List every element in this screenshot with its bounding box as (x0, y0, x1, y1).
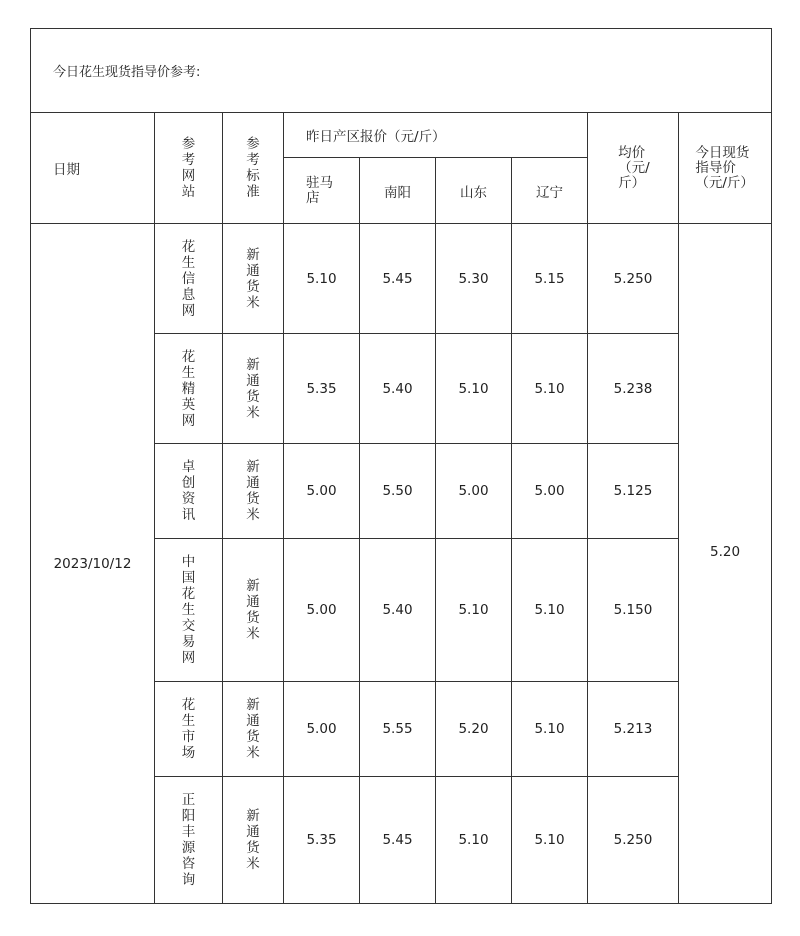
price-cell: 5.00 (284, 539, 360, 682)
average-cell: 5.125 (588, 444, 679, 539)
price-table (30, 28, 772, 904)
header-guide-price: 今日现货指导价（元/斤） (679, 113, 772, 224)
table-row (31, 224, 772, 334)
site-cell: 花生市场 (155, 682, 223, 777)
price-cell: 5.35 (284, 334, 360, 444)
standard-cell: 新通货米 (223, 444, 284, 539)
price-cell: 5.45 (360, 777, 436, 904)
table-title: 今日花生现货指导价参考: (31, 29, 772, 113)
price-cell: 5.10 (512, 777, 588, 904)
site-cell: 中国花生交易网 (155, 539, 223, 682)
header-region-3: 山东 (436, 158, 512, 224)
header-average: 均价（元/斤） (588, 113, 679, 224)
price-cell: 5.45 (360, 224, 436, 334)
header-region-2: 南阳 (360, 158, 436, 224)
header-yesterday-price: 昨日产区报价（元/斤） (284, 113, 588, 158)
price-cell: 5.35 (284, 777, 360, 904)
price-cell: 5.40 (360, 539, 436, 682)
site-cell: 正阳丰源咨询 (155, 777, 223, 904)
price-cell: 5.10 (512, 539, 588, 682)
average-cell: 5.238 (588, 334, 679, 444)
price-cell: 5.20 (436, 682, 512, 777)
price-cell: 5.10 (436, 777, 512, 904)
standard-cell: 新通货米 (223, 539, 284, 682)
header-standard: 参考标准 (223, 113, 284, 224)
price-cell: 5.30 (436, 224, 512, 334)
price-cell: 5.50 (360, 444, 436, 539)
average-cell: 5.250 (588, 224, 679, 334)
average-cell: 5.213 (588, 682, 679, 777)
standard-cell: 新通货米 (223, 777, 284, 904)
standard-cell: 新通货米 (223, 224, 284, 334)
price-cell: 5.10 (512, 682, 588, 777)
price-cell: 5.10 (512, 334, 588, 444)
standard-cell: 新通货米 (223, 682, 284, 777)
average-cell: 5.250 (588, 777, 679, 904)
price-cell: 5.10 (284, 224, 360, 334)
price-cell: 5.00 (512, 444, 588, 539)
site-cell: 卓创资讯 (155, 444, 223, 539)
site-cell: 花生信息网 (155, 224, 223, 334)
price-cell: 5.40 (360, 334, 436, 444)
price-cell: 5.55 (360, 682, 436, 777)
header-date: 日期 (31, 113, 155, 224)
average-cell: 5.150 (588, 539, 679, 682)
site-cell: 花生精英网 (155, 334, 223, 444)
title-row (31, 29, 772, 113)
header-region-4: 辽宁 (512, 158, 588, 224)
price-cell: 5.00 (436, 444, 512, 539)
price-cell: 5.10 (436, 334, 512, 444)
price-cell: 5.00 (284, 444, 360, 539)
price-cell: 5.15 (512, 224, 588, 334)
standard-cell: 新通货米 (223, 334, 284, 444)
date-cell: 2023/10/12 (31, 224, 155, 904)
header-site: 参考网站 (155, 113, 223, 224)
header-region-1: 驻马店 (284, 158, 360, 224)
header-row-1 (31, 113, 772, 158)
price-cell: 5.00 (284, 682, 360, 777)
guide-price-cell: 5.20 (679, 224, 772, 904)
price-cell: 5.10 (436, 539, 512, 682)
